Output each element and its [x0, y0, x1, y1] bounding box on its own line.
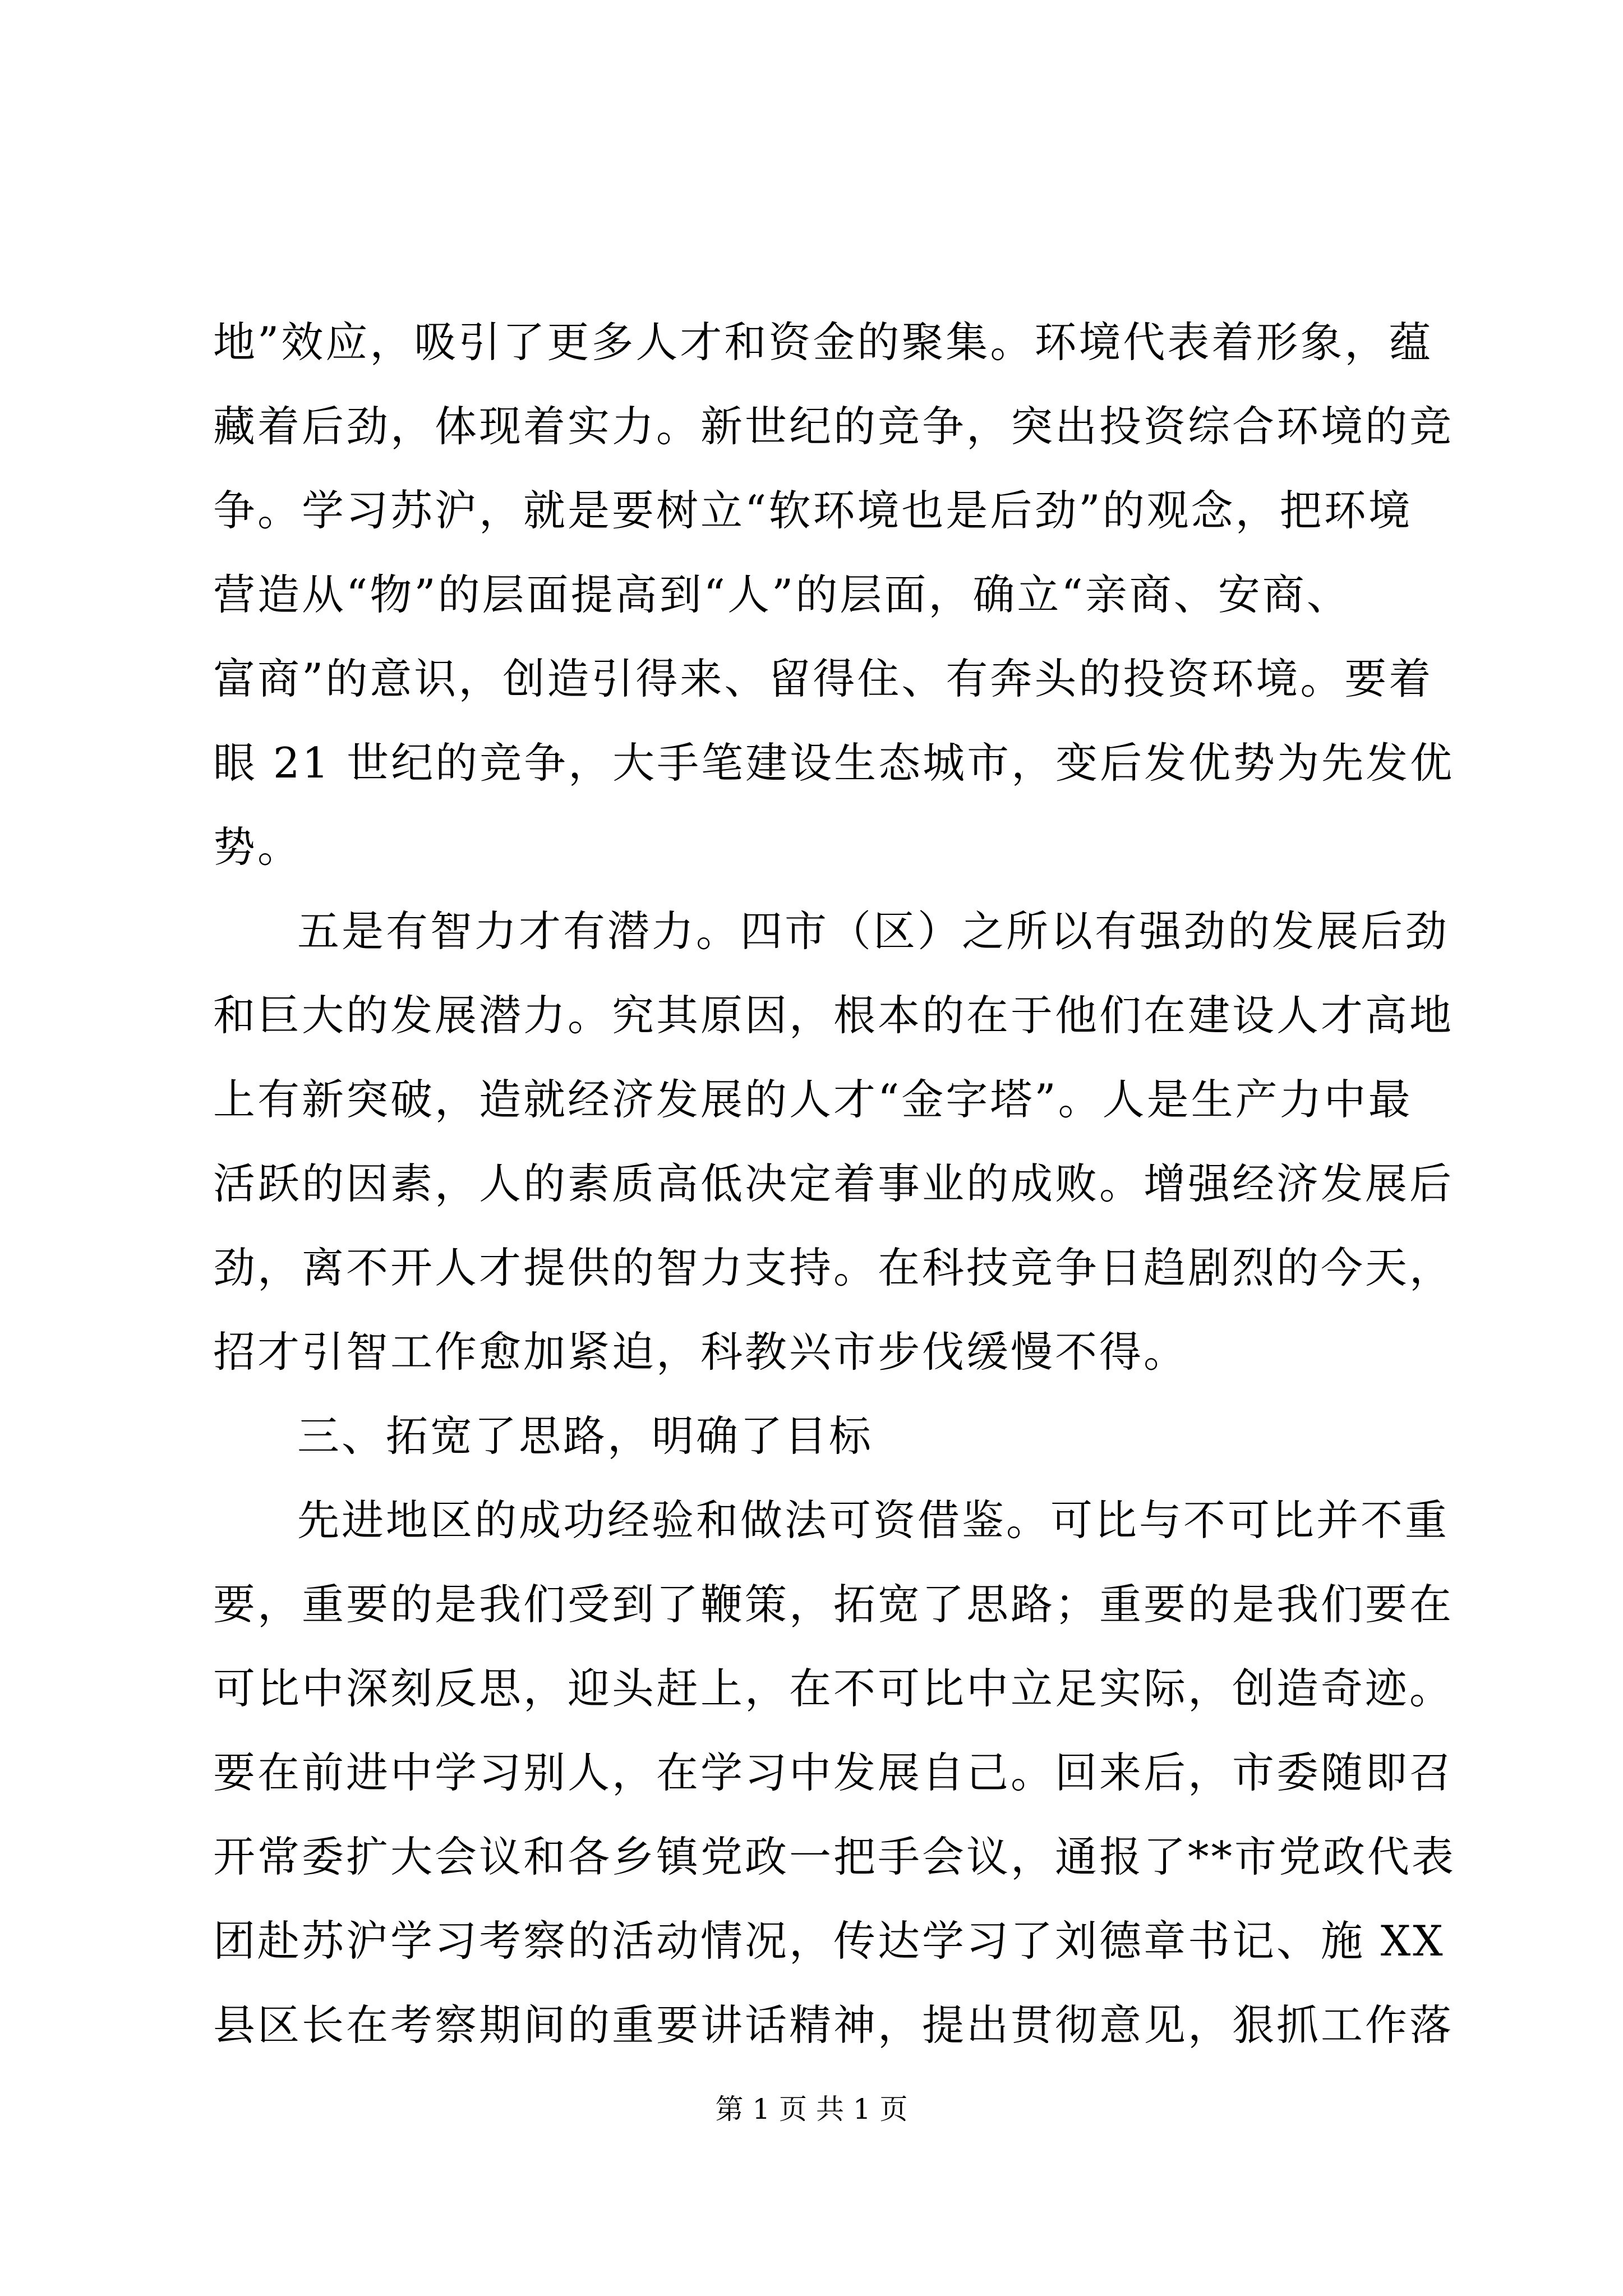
paragraph-line: 劲，离不开人才提供的智力支持。在科技竞争日趋剧烈的今天， — [213, 1243, 1454, 1292]
paragraph-line: 活跃的因素，人的素质高低决定着事业的成败。增强经济发展后 — [213, 1159, 1454, 1208]
paragraph-line: 可比中深刻反思，迎头赶上，在不可比中立足实际，创造奇迹。 — [213, 1664, 1454, 1713]
page-number-footer: 第 1 页 共 1 页 — [715, 2093, 908, 2125]
paragraph-line: 眼 21 世纪的竞争，大手笔建设生态城市，变后发优势为先发优 — [213, 738, 1455, 788]
paragraph-line: 要，重要的是我们受到了鞭策，拓宽了思路；重要的是我们要在 — [213, 1580, 1454, 1629]
section-heading: 三、拓宽了思路，明确了目标 — [297, 1411, 874, 1461]
paragraph-line: 先进地区的成功经验和做法可资借鉴。可比与不可比并不重 — [297, 1496, 1450, 1545]
paragraph-line: 上有新突破，造就经济发展的人才“金字塔”。人是生产力中最 — [213, 1075, 1413, 1124]
paragraph-line: 和巨大的发展潜力。究其原因，根本的在于他们在建设人才高地 — [213, 991, 1454, 1040]
paragraph-line: 五是有智力才有潜力。四市（区）之所以有强劲的发展后劲 — [297, 907, 1450, 956]
paragraph-line: 富商”的意识，创造引得来、留得住、有奔头的投资环境。要着 — [213, 654, 1433, 703]
paragraph-line: 营造从“物”的层面提高到“人”的层面，确立“亲商、安商、 — [213, 570, 1351, 619]
paragraph-line: 势。 — [213, 822, 302, 872]
paragraph-line: 要在前进中学习别人，在学习中发展自己。回来后，市委随即召 — [213, 1748, 1454, 1797]
paragraph-line: 藏着后劲，体现着实力。新世纪的竞争，突出投资综合环境的竞 — [213, 402, 1454, 451]
paragraph-line: 招才引智工作愈加紧迫，科教兴市步伐缓慢不得。 — [213, 1327, 1188, 1377]
paragraph-line: 争。学习苏沪，就是要树立“软环境也是后劲”的观念，把环境 — [213, 486, 1413, 535]
paragraph-line: 团赴苏沪学习考察的活动情况，传达学习了刘德章书记、施 XX — [213, 1916, 1445, 1966]
paragraph-line: 地”效应，吸引了更多人才和资金的聚集。环境代表着形象，蕴 — [213, 318, 1433, 367]
paragraph-line: 开常委扩大会议和各乡镇党政一把手会议，通报了**市党政代表 — [213, 1832, 1456, 1881]
paragraph-line: 县区长在考察期间的重要讲话精神，提出贯彻意见，狠抓工作落 — [213, 2000, 1454, 2050]
